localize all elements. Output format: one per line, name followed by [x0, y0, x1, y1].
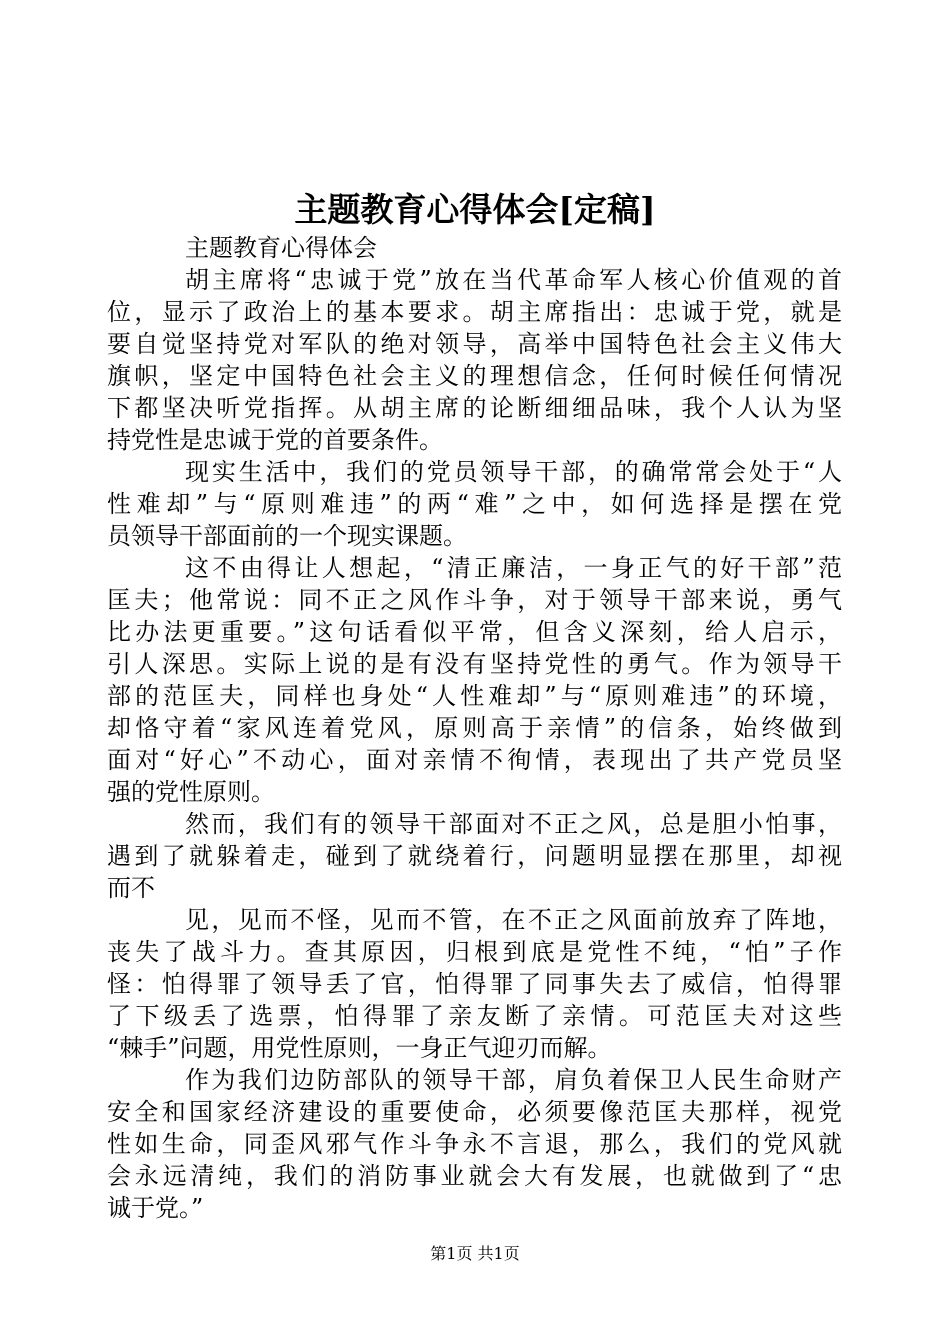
text-line: “棘手”问题，用党性原则，一身正气迎刃而解。: [107, 1034, 612, 1062]
text-line: 作为我们边防部队的领导干部，肩负着保卫人民生命财产: [185, 1066, 842, 1094]
text-line: 怪：怕得罪了领导丢了官，怕得罪了同事失去了威信，怕得罪: [107, 970, 842, 998]
text-line: 遇到了就躲着走，碰到了就绕着行，问题明显摆在那里，却视: [107, 842, 842, 870]
text-line: 匡夫；他常说：同不正之风作斗争，对于领导干部来说，勇气: [107, 586, 842, 614]
text-line: 却恪守着“家风连着党风，原则高于亲情”的信条，始终做到: [107, 714, 842, 742]
text-line: 胡主席将“忠诚于党”放在当代革命军人核心价值观的首: [185, 266, 842, 294]
text-line: 持党性是忠诚于党的首要条件。: [107, 426, 443, 454]
text-line: 然而，我们有的领导干部面对不正之风，总是胆小怕事，: [185, 810, 842, 838]
text-line: 位，显示了政治上的基本要求。胡主席指出：忠诚于党，就是: [107, 298, 842, 326]
text-line: 现实生活中，我们的党员领导干部，的确常常会处于“人: [185, 458, 842, 486]
text-line: 诚于党。”: [107, 1194, 204, 1222]
text-line: 性难却”与“原则难违”的两“难”之中，如何选择是摆在党: [107, 490, 842, 518]
text-line: 了下级丢了选票，怕得罪了亲友断了亲情。可范匡夫对这些: [107, 1002, 842, 1030]
text-line: 见，见而不怪，见而不管，在不正之风面前放弃了阵地，: [185, 906, 842, 934]
text-line: 这不由得让人想起，“清正廉洁，一身正气的好干部”范: [185, 554, 842, 582]
text-line: 旗帜，坚定中国特色社会主义的理想信念，任何时候任何情况: [107, 362, 842, 390]
text-line: 部的范匡夫，同样也身处“人性难却”与“原则难违”的环境，: [107, 682, 842, 710]
text-line: 而不: [107, 874, 155, 902]
page-footer: 第1页 共1页: [430, 1244, 520, 1263]
text-line: 会永远清纯，我们的消防事业就会大有发展，也就做到了“忠: [107, 1162, 842, 1190]
text-line: 比办法更重要。”这句话看似平常，但含义深刻，给人启示，: [107, 618, 842, 646]
text-line: 强的党性原则。: [107, 778, 275, 806]
document-body: [107, 232, 842, 1224]
text-line: 安全和国家经济建设的重要使命，必须要像范匡夫那样，视党: [107, 1098, 842, 1126]
page-title: 主题教育心得体会[定稿]: [294, 190, 656, 229]
text-line: 丧失了战斗力。查其原因，归根到底是党性不纯，“怕”子作: [107, 938, 842, 966]
text-line: 要自觉坚持党对军队的绝对领导，高举中国特色社会主义伟大: [107, 330, 842, 358]
text-line: 面对“好心”不动心，面对亲情不徇情，表现出了共产党员坚: [107, 746, 842, 774]
text-line: 引人深思。实际上说的是有没有坚持党性的勇气。作为领导干: [107, 650, 842, 678]
text-line: 主题教育心得体会: [185, 234, 377, 262]
text-line: 下都坚决听党指挥。从胡主席的论断细细品味，我个人认为坚: [107, 394, 842, 422]
text-line: 性如生命，同歪风邪气作斗争永不言退，那么，我们的党风就: [107, 1130, 842, 1158]
text-line: 员领导干部面前的一个现实课题。: [107, 522, 467, 550]
